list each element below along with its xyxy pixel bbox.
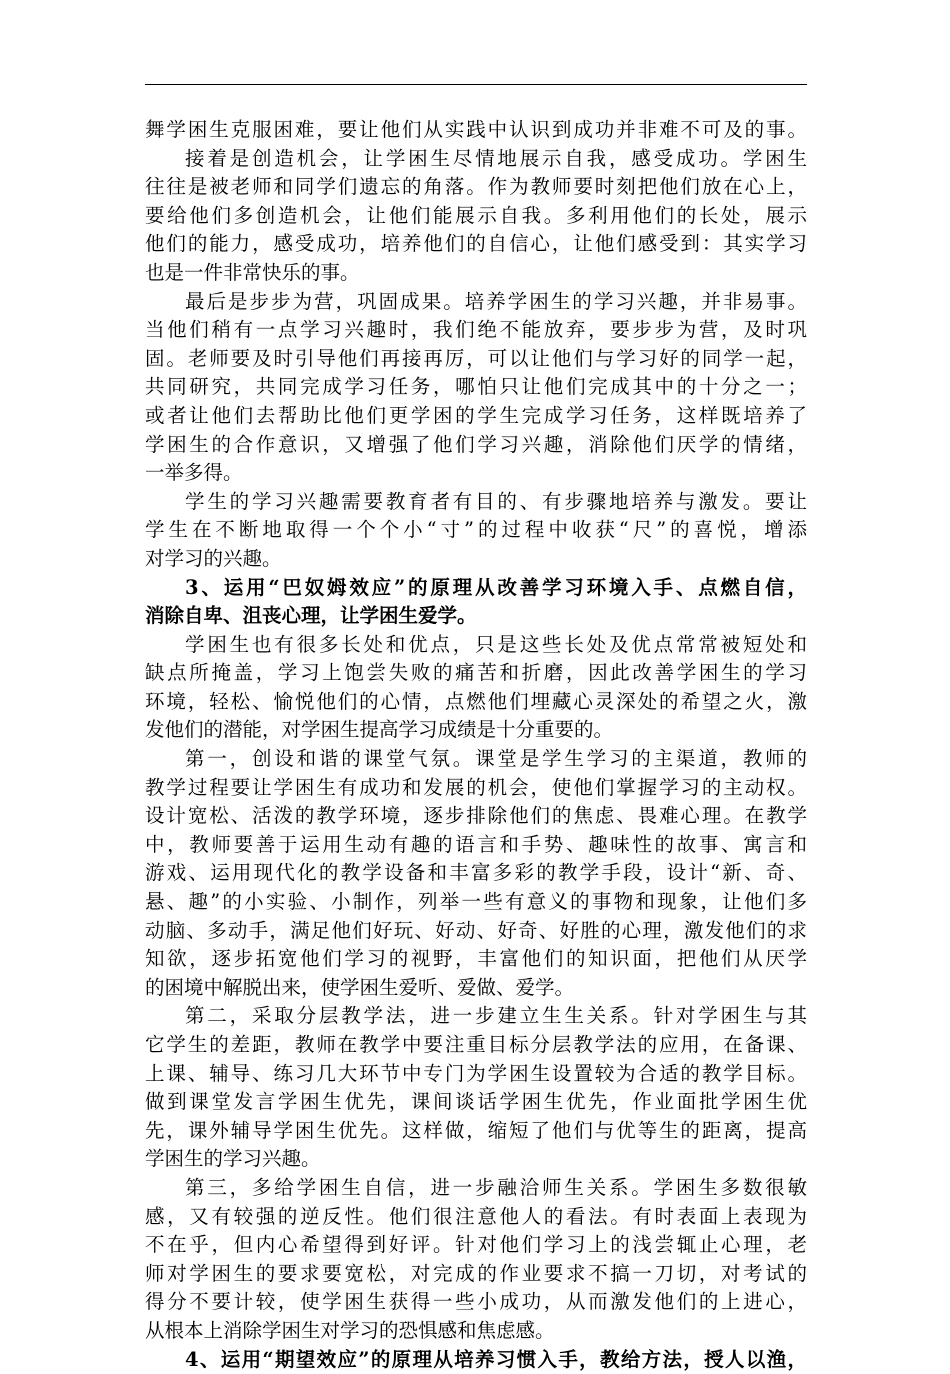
paragraph-line: 的困境中解脱出来，使学困生爱听、爱做、爱学。 <box>145 975 575 999</box>
paragraph-line: 做到课堂发言学困生优先，课间谈话学困生优先，作业面批学困生优 <box>145 1090 807 1114</box>
paragraph-line: 学困生也有很多长处和优点，只是这些长处及优点常常被短处和 <box>185 632 807 656</box>
paragraph-line: 要给他们多创造机会，让他们能展示自我。多利用他们的长处，展示 <box>145 203 807 227</box>
paragraph-line: 学困生的合作意识，又增强了他们学习兴趣，消除他们厌学的情绪， <box>145 432 807 456</box>
paragraph-line: 学困生的学习兴趣。 <box>145 1147 321 1171</box>
paragraph-line: 游戏、运用现代化的教学设备和丰富多彩的教学手段，设计“新、奇、 <box>145 861 807 885</box>
paragraph-line: 学生在不断地取得一个个小“寸”的过程中收获“尺”的喜悦，增添 <box>145 518 807 542</box>
paragraph-line: 它学生的差距，教师在教学中要注重目标分层教学法的应用，在备课、 <box>145 1033 807 1056</box>
section-heading-line: 消除自卑、沮丧心理，让学困生爱学。 <box>145 604 477 628</box>
paragraph-line: 舞学困生克服困难，要让他们从实践中认识到成功并非难不可及的事。 <box>145 118 807 141</box>
paragraph-line: 当他们稍有一点学习兴趣时，我们绝不能放弃，要步步为营，及时巩 <box>145 318 807 342</box>
header-rule <box>145 84 807 85</box>
paragraph-line: 发他们的潜能，对学困生提高学习成绩是十分重要的。 <box>145 718 614 742</box>
paragraph-line: 固。老师要及时引导他们再接再厉，可以让他们与学习好的同学一起， <box>145 346 807 370</box>
paragraph-line: 往往是被老师和同学们遗忘的角落。作为教师要时刻把他们放在心上， <box>145 175 807 199</box>
paragraph-line: 学生的学习兴趣需要教育者有目的、有步骤地培养与激发。要让 <box>185 489 807 513</box>
paragraph-line: 不在乎，但内心希望得到好评。针对他们学习上的浅尝辄止心理，老 <box>145 1233 807 1257</box>
paragraph-line: 第三，多给学困生自信，进一步融洽师生关系。学困生多数很敏 <box>185 1175 807 1199</box>
paragraph-line: 一举多得。 <box>145 461 243 485</box>
paragraph-line: 知欲，逐步拓宽他们学习的视野，丰富他们的知识面，把他们从厌学 <box>145 947 807 971</box>
document-body <box>145 116 807 1374</box>
paragraph-line: 设计宽松、活泼的教学环境，逐步排除他们的焦虑、畏难心理。在教学 <box>145 804 807 828</box>
paragraph-line: 师对学困生的要求要宽松，对完成的作业要求不搞一刀切，对考试的 <box>145 1261 807 1285</box>
paragraph-line: 或者让他们去帮助比他们更学困的学生完成学习任务，这样既培养了 <box>145 403 807 427</box>
paragraph-line: 动脑、多动手，满足他们好玩、好动、好奇、好胜的心理，激发他们的求 <box>145 918 807 942</box>
paragraph-line: 第二，采取分层教学法，进一步建立生生关系。针对学困生与其 <box>185 1004 807 1028</box>
paragraph-line: 共同研究，共同完成学习任务，哪怕只让他们完成其中的十分之一； <box>145 375 807 399</box>
paragraph-line: 第一，创设和谐的课堂气氛。课堂是学生学习的主渠道，教师的 <box>185 747 807 771</box>
paragraph-line: 得分不要计较，使学困生获得一些小成功，从而激发他们的上进心， <box>145 1290 807 1314</box>
paragraph-line: 悬、趣”的小实验、小制作，列举一些有意义的事物和现象，让他们多 <box>145 890 807 914</box>
paragraph-line: 缺点所掩盖，学习上饱尝失败的痛苦和折磨，因此改善学困生的学习 <box>145 661 807 685</box>
paragraph-line: 上课、辅导、练习几大环节中专门为学困生设置较为合适的教学目标。 <box>145 1061 807 1085</box>
paragraph-line: 他们的能力，感受成功，培养他们的自信心，让他们感受到：其实学习 <box>145 232 807 256</box>
section-heading-line: 3、运用“巴奴姆效应”的原理从改善学习环境入手、点燃自信， <box>185 575 807 599</box>
paragraph-line: 环境，轻松、愉悦他们的心情，点燃他们埋藏心灵深处的希望之火，激 <box>145 689 807 713</box>
paragraph-line: 接着是创造机会，让学困生尽情地展示自我，感受成功。学困生 <box>185 146 807 170</box>
paragraph-line: 教学过程要让学困生有成功和发展的机会，使他们掌握学习的主动权。 <box>145 775 807 799</box>
paragraph-line: 最后是步步为营，巩固成果。培养学困生的学习兴趣，并非易事。 <box>185 289 807 313</box>
paragraph-line: 先，课外辅导学困生优先。这样做，缩短了他们与优等生的距离，提高 <box>145 1118 807 1142</box>
section-heading-line: 4、运用“期望效应”的原理从培养习惯入手，教给方法，授人以渔， <box>185 1347 807 1371</box>
paragraph-line: 对学习的兴趣。 <box>145 546 282 570</box>
paragraph-line: 中，教师要善于运用生动有趣的语言和手势、趣味性的故事、寓言和 <box>145 832 807 856</box>
paragraph-line: 感，又有较强的逆反性。他们很注意他人的看法。有时表面上表现为 <box>145 1204 807 1228</box>
paragraph-line: 也是一件非常快乐的事。 <box>145 260 360 284</box>
paragraph-line: 从根本上消除学困生对学习的恐惧感和焦虑感。 <box>145 1318 555 1342</box>
